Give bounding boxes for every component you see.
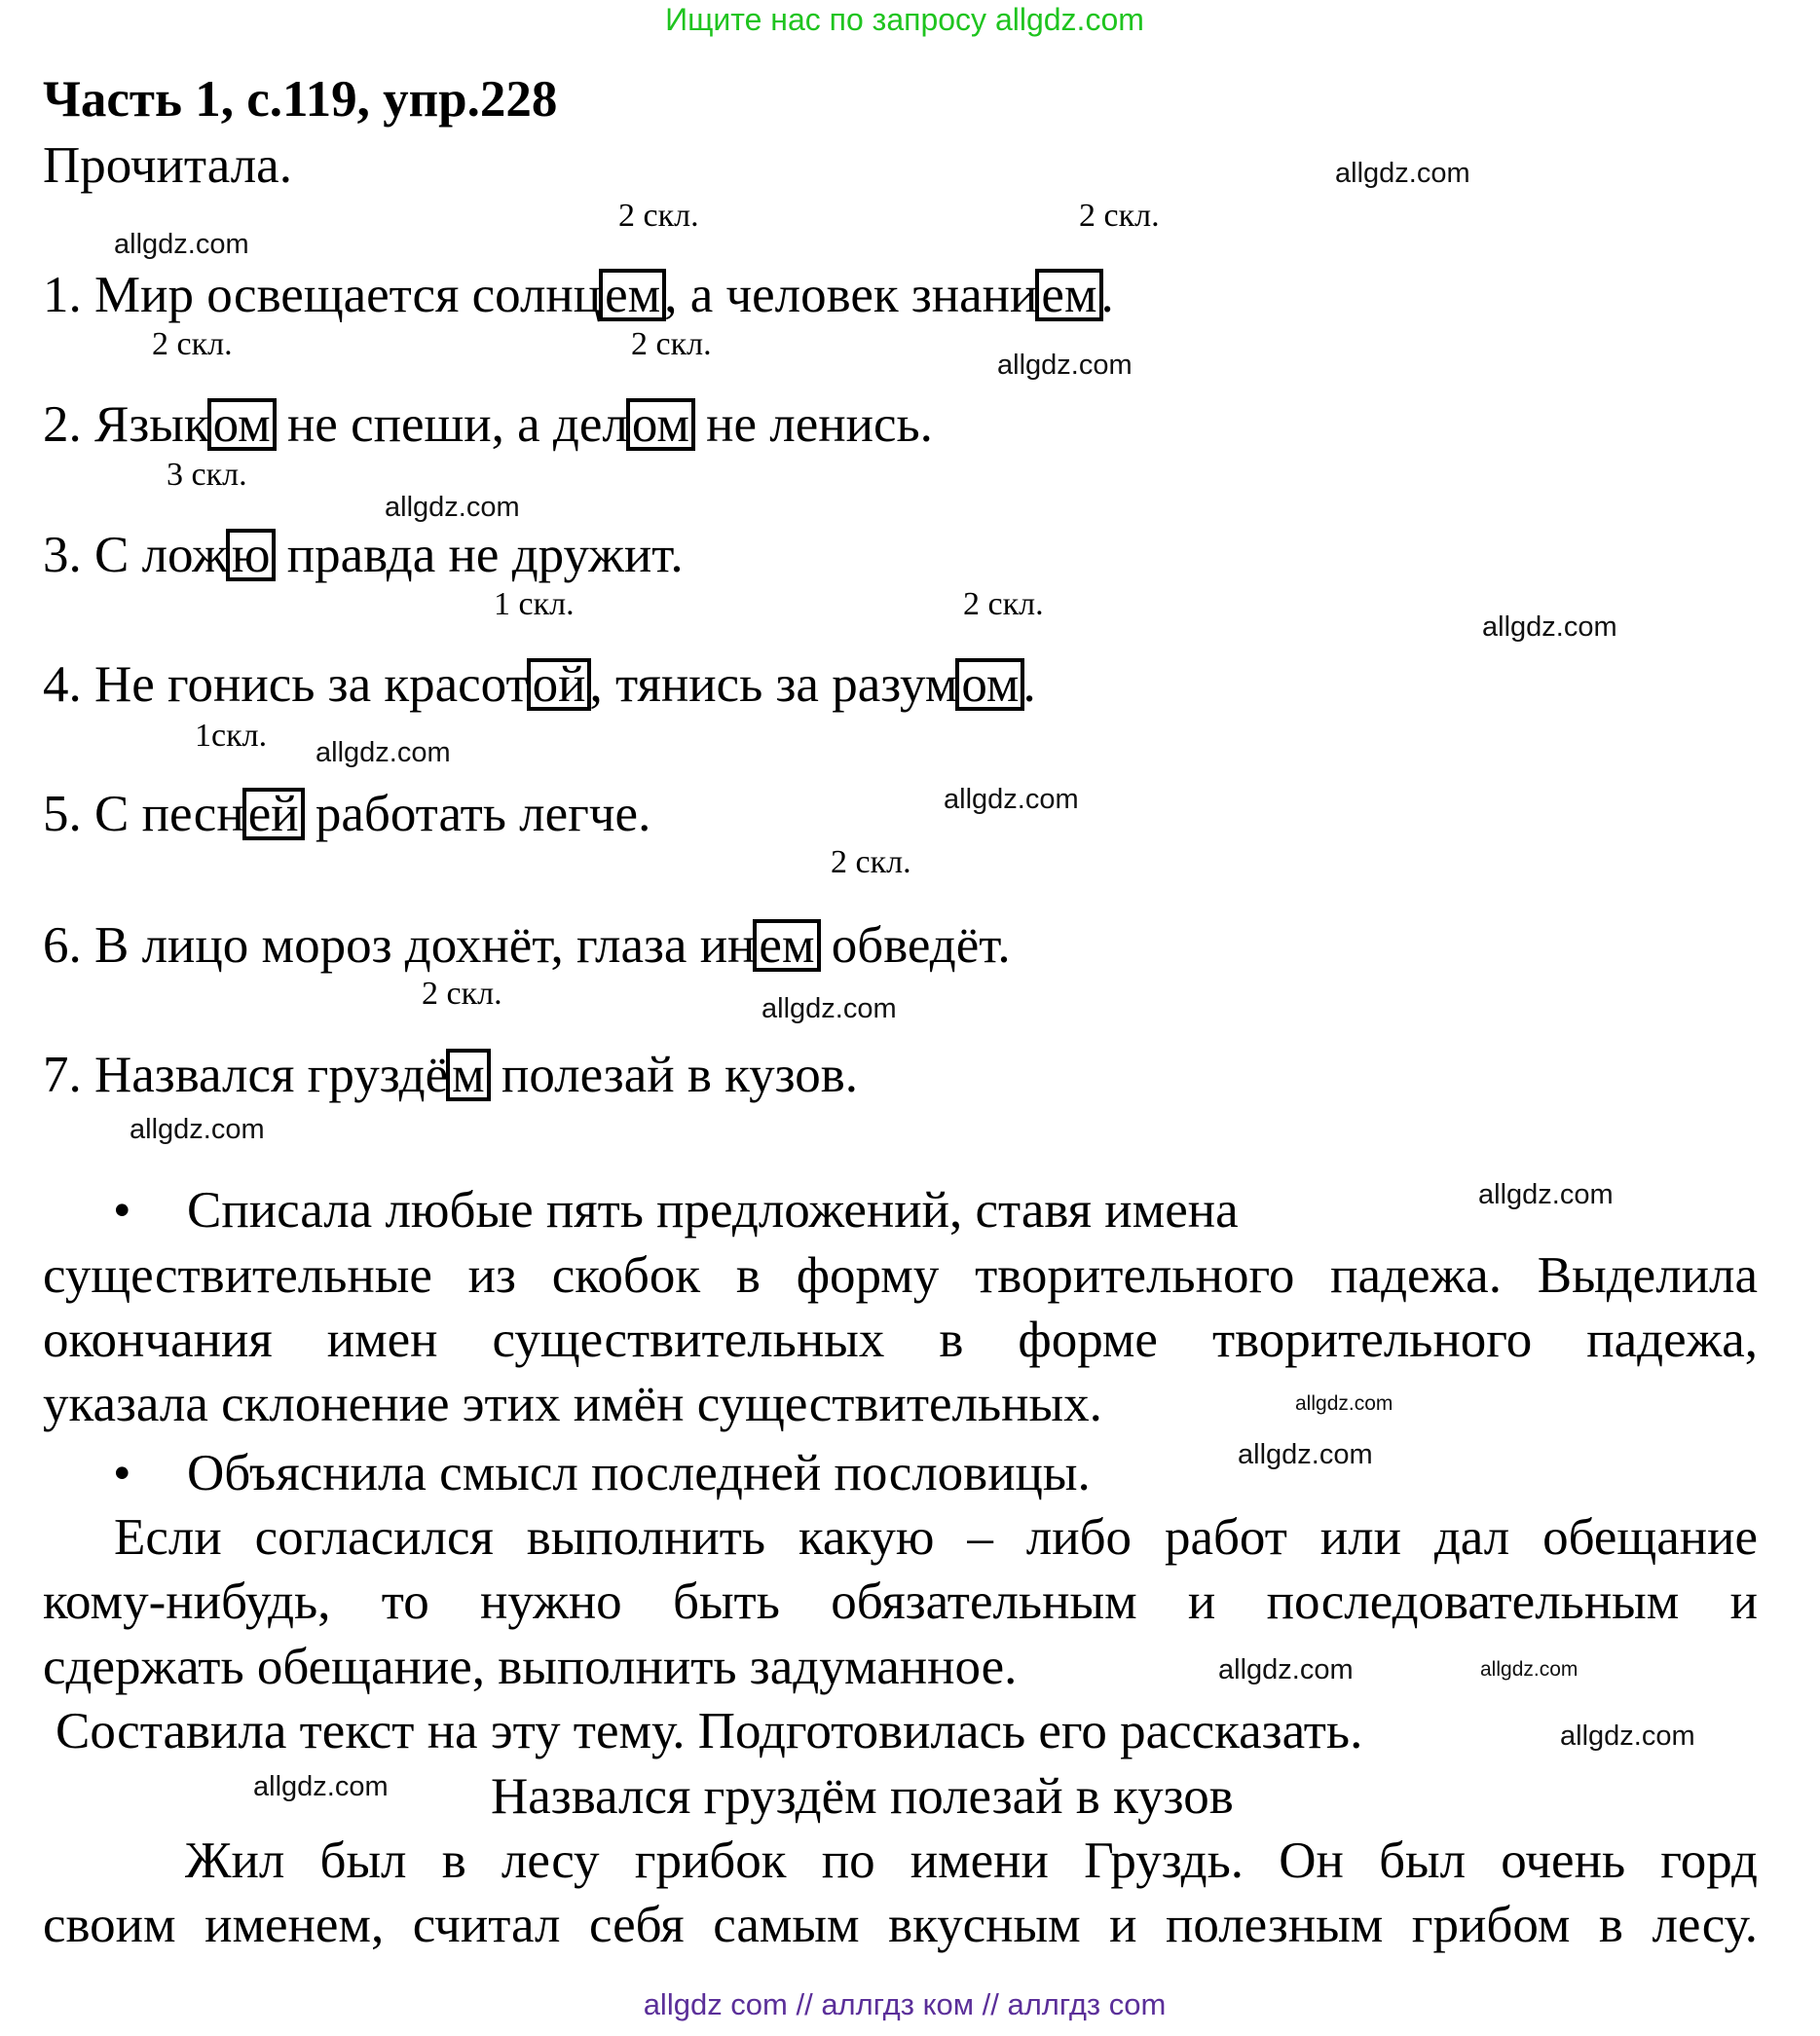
watermark: allgdz.com xyxy=(130,1114,265,1145)
declension-label: 2 скл. xyxy=(831,844,911,880)
sentence-3 xyxy=(43,527,684,583)
watermark: allgdz.com xyxy=(1560,1721,1695,1752)
bullet-icon: • xyxy=(113,1445,131,1501)
declension-label: 2 скл. xyxy=(422,976,502,1012)
declension-label: 2 скл. xyxy=(152,326,233,362)
text: , а человек знани xyxy=(664,267,1038,323)
text: Назвался груздё xyxy=(94,1047,449,1103)
num: 1. xyxy=(43,267,82,323)
watermark: allgdz.com xyxy=(1482,611,1617,643)
text: обведёт. xyxy=(818,917,1011,974)
num: 7. xyxy=(43,1047,82,1103)
watermark: allgdz.com xyxy=(1478,1179,1614,1210)
ending-box: ем xyxy=(1035,269,1102,321)
declension-label: 3 скл. xyxy=(167,457,247,493)
task-text: Объяснила смысл последней пословицы. xyxy=(187,1445,1091,1501)
text: . xyxy=(1100,267,1114,323)
footer-links[interactable]: allgdz com // аллгдз ком // аллгдз com xyxy=(643,1987,1167,2021)
ending-box: м xyxy=(446,1049,491,1101)
text: не спеши, а дел xyxy=(274,396,628,453)
watermark: allgdz.com xyxy=(1238,1439,1373,1470)
ending-box: ю xyxy=(226,529,277,581)
declension-label: 1скл. xyxy=(195,718,268,754)
task-text: указала склонение этих имён существительных. xyxy=(43,1376,1102,1432)
watermark: allgdz.com xyxy=(253,1771,389,1802)
search-banner: Ищите нас по запросу allgdz.com xyxy=(665,2,1144,37)
sentence-5 xyxy=(43,786,650,842)
text: полезай в кузов. xyxy=(488,1047,858,1103)
watermark: allgdz.com xyxy=(385,492,520,523)
text: . xyxy=(1022,656,1036,713)
num: 3. xyxy=(43,527,82,583)
task-text: Составила текст на эту тему. Подготовилась его рассказать. xyxy=(56,1703,1363,1759)
text: Мир освещается солнц xyxy=(94,267,602,323)
declension-label: 2 скл. xyxy=(631,326,712,362)
num: 4. xyxy=(43,656,82,713)
task-text: окончания имен существительных в форме творительного падежа, xyxy=(43,1312,1758,1368)
watermark: allgdz.com xyxy=(997,350,1133,381)
num: 5. xyxy=(43,786,82,842)
declension-label: 2 скл. xyxy=(618,198,699,234)
text: Не гонись за красот xyxy=(94,656,529,713)
watermark: allgdz.com xyxy=(114,229,249,260)
ending-box: ом xyxy=(626,398,695,451)
page-title: Часть 1, с.119, упр.228 xyxy=(43,71,558,128)
ending-box: ом xyxy=(207,398,277,451)
ending-box: ей xyxy=(242,788,305,840)
watermark: allgdz.com xyxy=(1335,158,1470,189)
explanation-text: сдержать обещание, выполнить задуманное. xyxy=(43,1639,1018,1695)
text: работать легче. xyxy=(302,786,651,842)
ending-box: ем xyxy=(753,919,820,972)
watermark: allgdz.com xyxy=(1218,1654,1354,1685)
story-text: Жил был в лесу грибок по имени Груздь. Он был очень горд xyxy=(185,1832,1758,1889)
sentence-4 xyxy=(43,656,1036,713)
watermark: allgdz.com xyxy=(761,993,897,1024)
sentence-2 xyxy=(43,396,933,453)
bullet-icon: • xyxy=(113,1182,131,1239)
story-text: своим именем, считал себя самым вкусным и полезным грибом в лесу. xyxy=(43,1897,1758,1953)
explanation-text: кому-нибудь, то нужно быть обязательным и последовательным и xyxy=(43,1573,1758,1630)
sentence-7 xyxy=(43,1047,858,1103)
text: не ленись. xyxy=(692,396,933,453)
ending-box: ой xyxy=(527,658,592,711)
num: 2. xyxy=(43,396,82,453)
declension-label: 2 скл. xyxy=(1079,198,1160,234)
text: С лож xyxy=(94,527,228,583)
text: , тянись за разум xyxy=(589,656,958,713)
watermark: allgdz.com xyxy=(316,737,451,768)
intro-text: Прочитала. xyxy=(43,137,292,194)
text: В лицо мороз дохнёт, глаза ин xyxy=(94,917,756,974)
text: Язык xyxy=(94,396,209,453)
story-title: Назвался груздём полезай в кузов xyxy=(491,1768,1234,1825)
ending-box: ом xyxy=(955,658,1024,711)
watermark: allgdz.com xyxy=(1295,1392,1393,1415)
explanation-text: Если согласился выполнить какую – либо работ или дал обещание xyxy=(114,1509,1758,1566)
declension-label: 2 скл. xyxy=(963,586,1044,622)
ending-box: ем xyxy=(599,269,666,321)
sentence-1 xyxy=(43,267,1114,323)
task-text: Списала любые пять предложений, ставя имена xyxy=(187,1182,1239,1239)
watermark: allgdz.com xyxy=(1480,1658,1579,1681)
declension-label: 1 скл. xyxy=(494,586,575,622)
text: правда не дружит. xyxy=(274,527,684,583)
sentence-6 xyxy=(43,917,1011,974)
task-text: существительные из скобок в форму творительного падежа. Выделила xyxy=(43,1247,1758,1304)
num: 6. xyxy=(43,917,82,974)
text: С песн xyxy=(94,786,244,842)
watermark: allgdz.com xyxy=(944,784,1079,815)
